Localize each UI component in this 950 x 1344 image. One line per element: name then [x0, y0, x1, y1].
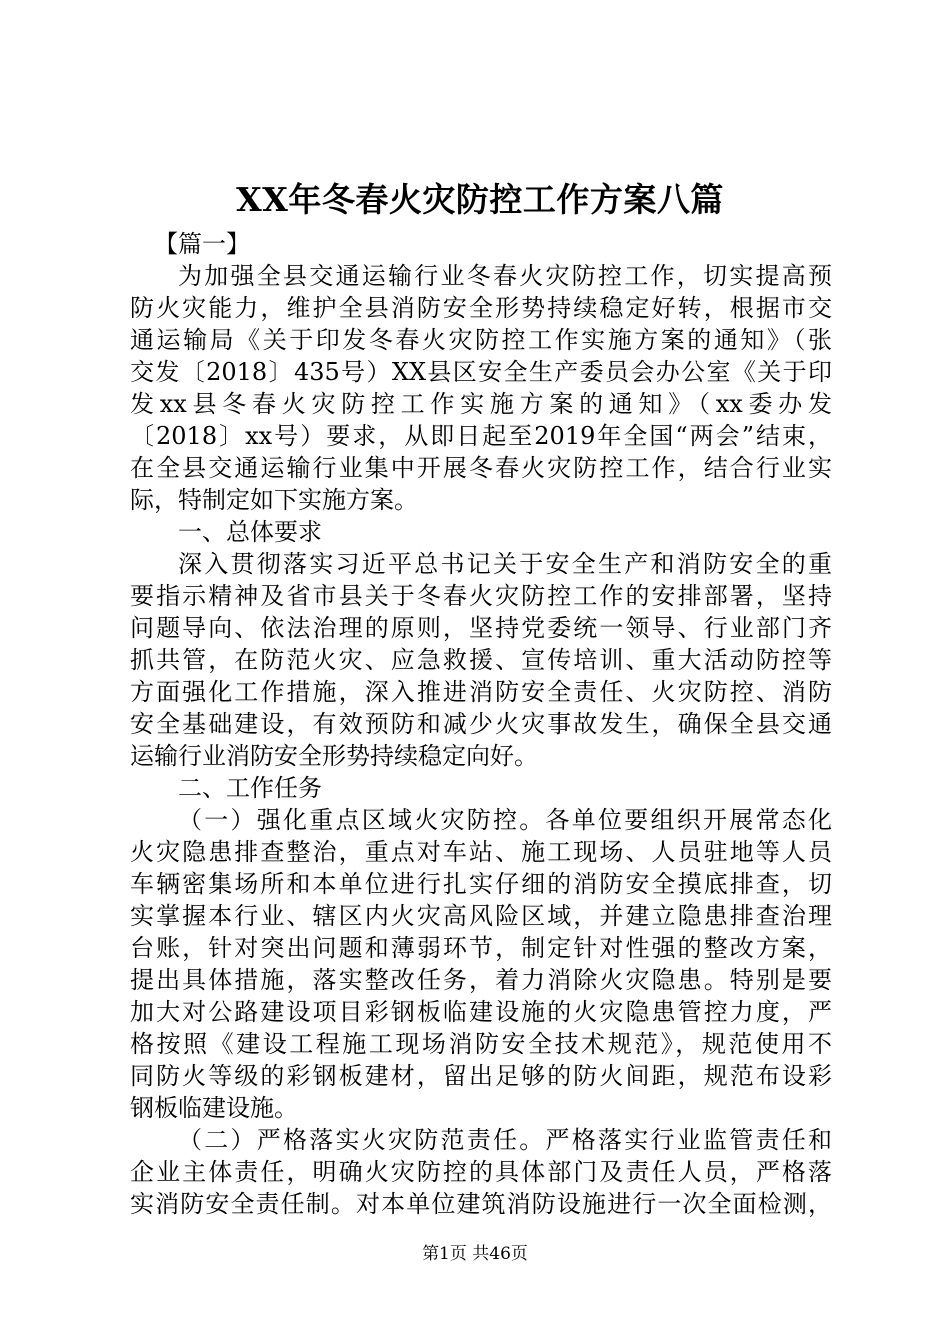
paragraph-line: 钢板临建设施。 — [130, 1094, 298, 1122]
paragraph-line: 同防火等级的彩钢板建材，留出足够的防火间距，规范布设彩 — [130, 1062, 832, 1090]
paragraph-line: 交发〔2018〕435号）XX县区安全生产委员会办公室《关于印 — [130, 358, 832, 386]
paragraph-line: 在全县交通运输行业集中开展冬春火灾防控工作，结合行业实 — [130, 454, 832, 482]
paragraph-line: 实掌握本行业、辖区内火灾高风险区域，并建立隐患排查治理 — [130, 902, 832, 930]
document-title: XX年冬春火灾防控工作方案八篇 — [236, 180, 724, 219]
paragraph-line: 安全基础建设，有效预防和减少火灾事故发生，确保全县交通 — [130, 710, 832, 738]
paragraph-line: 际，特制定如下实施方案。 — [130, 486, 418, 514]
paragraph-line: 格按照《建设工程施工现场消防安全技术规范》，规范使用不 — [130, 1030, 832, 1058]
paragraph-line: 企业主体责任，明确火灾防控的具体部门及责任人员，严格落 — [130, 1158, 832, 1186]
paragraph-line: （一）强化重点区域火灾防控。各单位要组织开展常态化 — [178, 806, 832, 834]
paragraph-line: 问题导向、依法治理的原则，坚持党委统一领导、行业部门齐 — [130, 614, 832, 642]
paragraph-line: （二）严格落实火灾防范责任。严格落实行业监管责任和 — [178, 1126, 832, 1154]
paragraph-line: 要指示精神及省市县关于冬春火灾防控工作的安排部署，坚持 — [130, 582, 832, 610]
paragraph-line: 深入贯彻落实习近平总书记关于安全生产和消防安全的重 — [178, 550, 832, 578]
paragraph-line: 运输行业消防安全形势持续稳定向好。 — [130, 742, 538, 770]
paragraph-line: 防火灾能力，维护全县消防安全形势持续稳定好转，根据市交 — [130, 294, 832, 322]
document-body — [130, 228, 832, 1220]
paragraph-line: 加大对公路建设项目彩钢板临建设施的火灾隐患管控力度，严 — [130, 998, 832, 1026]
page-footer: 第1页 共46页 — [422, 1244, 528, 1264]
paragraph-line: 火灾隐患排查整治，重点对车站、施工现场、人员驻地等人员 — [130, 838, 832, 866]
paragraph-line: 实消防安全责任制。对本单位建筑消防设施进行一次全面检测， — [130, 1190, 832, 1218]
paragraph-line: 车辆密集场所和本单位进行扎实仔细的消防安全摸底排查，切 — [130, 870, 832, 898]
paragraph-line: 通运输局《关于印发冬春火灾防控工作实施方案的通知》（张 — [130, 326, 832, 354]
section-heading: 一、总体要求 — [178, 518, 322, 546]
paragraph-line: 提出具体措施，落实整改任务，着力消除火灾隐患。特别是要 — [130, 966, 832, 994]
paragraph-line: 发xx县冬春火灾防控工作实施方案的通知》（xx委办发 — [130, 390, 832, 418]
paragraph-line: 台账，针对突出问题和薄弱环节，制定针对性强的整改方案， — [130, 934, 832, 962]
paragraph-line: 抓共管，在防范火灾、应急救援、宣传培训、重大活动防控等 — [130, 646, 832, 674]
paragraph-line: 为加强全县交通运输行业冬春火灾防控工作，切实提高预 — [178, 262, 832, 290]
section-label: 【篇一】 — [154, 230, 250, 258]
paragraph-line: 〔2018〕xx号）要求，从即日起至2019年全国“两会”结束， — [130, 422, 832, 450]
paragraph-line: 方面强化工作措施，深入推进消防安全责任、火灾防控、消防 — [130, 678, 832, 706]
section-heading: 二、工作任务 — [178, 774, 322, 802]
